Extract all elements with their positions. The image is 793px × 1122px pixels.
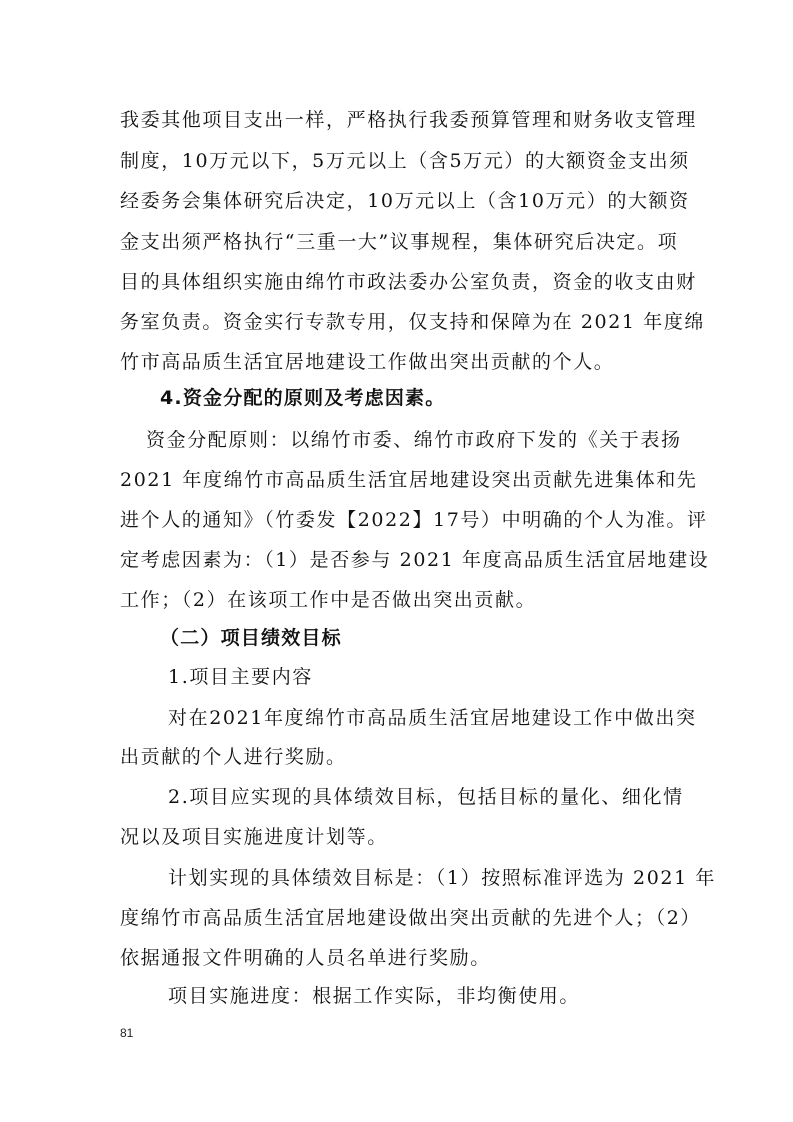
paragraph-line: 依据通报文件明确的人员名单进行奖励。 (120, 947, 491, 969)
page-number: 81 (120, 1026, 134, 1040)
paragraph-line: 制度，10万元以下，5万元以上（含5万元）的大额资金支出须 (120, 150, 690, 172)
subheading-2: 2.项目应实现的具体绩效目标，包括目标的量化、细化情 (168, 786, 684, 808)
section-heading-4: 4.资金分配的原则及考虑因素。 (160, 387, 446, 409)
paragraph-line: 目的具体组织实施由绵竹市政法委办公室负责，资金的收支由财 (120, 271, 697, 293)
paragraph-line: 资金分配原则：以绵竹市委、绵竹市政府下发的《关于表扬 (146, 429, 682, 451)
paragraph-line: 计划实现的具体绩效目标是：（1）按照标准评选为 2021 年 (168, 867, 717, 889)
paragraph-line: 务室负责。资金实行专款专用，仅支持和保障为在 2021 年度绵 (120, 311, 706, 333)
paragraph-line: 对在2021年度绵竹市高品质生活宜居地建设工作中做出突 (168, 707, 697, 729)
paragraph-line: 金支出须严格执行“三重一大”议事规程，集体研究后决定。项 (120, 231, 679, 253)
paragraph-line: 经委务会集体研究后决定，10万元以上（含10万元）的大额资 (120, 190, 690, 212)
subheading-1: 1.项目主要内容 (168, 666, 313, 688)
section-heading-2: （二）项目绩效目标 (160, 627, 342, 649)
paragraph-line: 进个人的通知》（竹委发【2022】17号）中明确的个人为准。评 (120, 509, 708, 531)
paragraph-line: 工作；（2）在该项工作中是否做出突出贡献。 (120, 589, 537, 611)
paragraph-line: 定考虑因素为：（1）是否参与 2021 年度高品质生活宜居地建设 (120, 549, 710, 571)
paragraph-line: 出贡献的个人进行奖励。 (120, 746, 347, 768)
paragraph-line: 2021 年度绵竹市高品质生活宜居地建设突出贡献先进集体和先 (120, 469, 698, 491)
paragraph-line: 我委其他项目支出一样，严格执行我委预算管理和财务收支管理 (120, 109, 697, 131)
paragraph-line: 项目实施进度：根据工作实际，非均衡使用。 (168, 985, 581, 1007)
paragraph-line: 度绵竹市高品质生活宜居地建设做出突出贡献的先进个人；（2） (120, 907, 701, 929)
paragraph-line: 竹市高品质生活宜居地建设工作做出突出贡献的个人。 (120, 351, 615, 373)
paragraph-line: 况以及项目实施进度计划等。 (120, 826, 388, 848)
